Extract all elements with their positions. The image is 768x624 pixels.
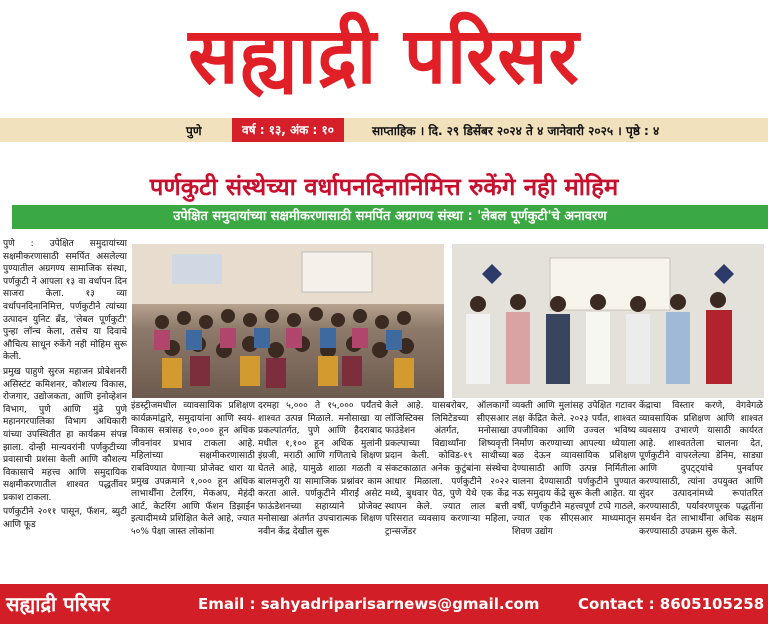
newspaper-title: सह्याद्री परिसर	[188, 10, 580, 102]
footer-phone: Contact : 8605105258	[578, 595, 765, 613]
article-column-2: इंडस्ट्रीजमधील व्यावसायिक प्रशिक्षण कार्यक्रमांद्वारे, समुदायांना आणि स्वयं-विकास सत्रांसह १०,००० हून अधिक जीवनांवर प्रभाव टाकला आहे. महिलांच्या सक्षमीकरणासाठी राबविण्यात येणाऱ्या प्रोजेक्ट धारा या प्रमुख उपक्रमाने १,००० हून अधिक लाभार्थींना टेलरिंग, मेकअप, मेहंदी आर्ट, केटरिंग आणि फॅशन डिझाईन इत्यादीमध्ये प्रशिक्षित केले आहे, ज्यात ५०% पेक्षा जास्त लोकांना	[131, 401, 255, 537]
footer-brand: सह्याद्री परिसर	[6, 592, 110, 616]
group-photo-illustration	[132, 244, 444, 398]
paragraph: पुणे : उपेक्षित समुदायांच्या सक्षमीकरणासाठी समर्पित असलेल्या पुण्यातील अग्रगण्य सामाजिक संस्था, पर्णकुटी ने आपला १३ वा वर्धापन दिन साजरा केला. १३ व्या वर्धापनदिनानिमित्त, पर्णकुटीने त्यांच्या उत्पादन युनिट ब्रँड, 'लेबल पूर्णकुटी' पुन्हा लॉन्च केला, तसेच या दिवाचे औचित्य साधून रुकेंगे नही मोहिम सुरू केली.	[3, 239, 127, 363]
paragraph: पर्णकुटीने २०११ पासून, फॅशन, ब्युटी आणि फूड	[3, 507, 127, 531]
article-column-1	[3, 238, 127, 572]
city-label: पुणे	[186, 124, 202, 138]
masthead	[0, 0, 768, 118]
issue-badge: वर्ष : १३, अंक : १०	[232, 118, 344, 142]
subheadline-bar: उपेक्षित समुदायांच्या सक्षमीकरणासाठी समर्पित अग्रगण्य संस्था : 'लेबल पूर्णकुटी'चे अनावरण	[12, 205, 768, 229]
group-photo	[132, 244, 444, 398]
footer-email: Email : sahyadriparisarnews@gmail.com	[198, 595, 540, 613]
article-column-4: केले आहे. यासबरोबर, ऑलकार्गो लॉजिस्टिक्स लिमिटेडच्या सीएसआर फाउंडेशन अंतर्गत, मनोसाखा प्रकल्पाच्या विद्यार्थ्यांना शिष्यवृत्ती प्रदान केली. कोविड-१९ साथीच्या संकटकाळात अनेक कुटुंबांना संस्थेचा आधार मिळाला. पर्णकुटीने २०२२ मध्ये, बुधवार पेठ, पुणे येथे एक केंद्र स्थापन केले. ज्यात लाल बत्ती परिसरात व्यवसाय करणाऱ्या महिला, ट्रान्सजेंडर	[385, 401, 509, 537]
article-column-6: केंद्राचा विस्तार करणे, वेगवेगळे व्यावसायिक प्रशिक्षण आणि शाश्वत व्यवसाय उभारणे यासाठी कार्यरत आहे. शाश्वततेला चालना देत, पूर्णकुटीने वापरलेल्या डेनिम, साड्या आणि दुपट्ट्यांचे पुनर्वापर करण्यासाठी, त्यांना उपयुक्त आणि सुंदर उत्पादनांमध्ये रूपांतरित करण्यासाठी, पर्यावरणपूरक पद्धतींना समर्थन देत लाभार्थींना अधिक सक्षम करण्यासाठी उपक्रम सुरू केले.	[639, 401, 763, 537]
paragraph: प्रमुख पाहुणे सुरज महाजन प्रोबेशनरी असिस्टंट कमिशनर, कौशल्य विकास, रोजगार, उद्योजकता, आणि इनोव्हेशन विभाग, पुणे आणि मुंढे पुणे महानगरपालिका विभाग अधिकारी यांच्या उपस्थितीत हा कार्यक्रम संपन्न झाला. दोन्ही मान्यवरांनी पर्णकुटीच्या प्रवासाची प्रशंसा केली आणि कौशल्य विकासाचे महत्त्व आणि समुदायिक सक्षमीकरणातील शाश्वत पद्धतींवर प्रकाश टाकला.	[3, 366, 127, 503]
dignitaries-photo	[452, 244, 764, 398]
article-column-5: व्यक्ती आणि मुलांसह उपेक्षित गटावर लक्ष केंद्रित केले. २०२३ पर्यंत, शाश्वत उपजीविका आणि उज्वल भविष्य निर्माण करण्याच्या आपल्या ध्येयाला बळ देऊन व्यावसायिक प्रशिक्षण देण्यासाठी आणि उत्पन्न निर्मितीला चालना देण्यासाठी पर्णकुटीने पुण्यात नऊ समुदाय केंद्रे सुरू केली आहेत. या वर्षी, पर्णकुटीने महत्त्वपूर्ण टप्पे गाठले, ज्यात एक सीएसआर माध्यमातून शिवण उद्योग	[512, 401, 636, 537]
footer-bar	[0, 584, 768, 624]
date-line: साप्ताहिक । दि. २९ डिसेंबर २०२४ ते ४ जानेवारी २०२५ । पृष्ठे : ४	[372, 124, 660, 138]
info-bar	[0, 118, 768, 142]
dignitaries-photo-illustration	[452, 244, 764, 398]
headline: पर्णकुटी संस्थेच्या वर्धापनदिनानिमित्त रुकेंगे नही मोहिम	[149, 173, 619, 202]
article-column-3: दरमहा ५,००० ते १५,००० पर्यंतचे शाश्वत उत्पन्न मिळाले. मनोसाखा या प्रकल्पांतर्गत, पुणे आणि हैदराबाद मधील १,१०० हून अधिक मुलांनी इंग्रजी, मराठी आणि गणिताचे शिक्षण घेतले आहे, यामुळे शाळा गळती व बालमजुरी या सामाजिक प्रश्नांवर काम करता आले. पर्णकुटीने मीराई असेट फाऊंडेशनच्या सहाय्याने प्रोजेक्ट मनोसाखा अंतर्गत उपचारात्मक शिक्षण नवीन केंद्र देखील सुरू	[258, 401, 382, 537]
